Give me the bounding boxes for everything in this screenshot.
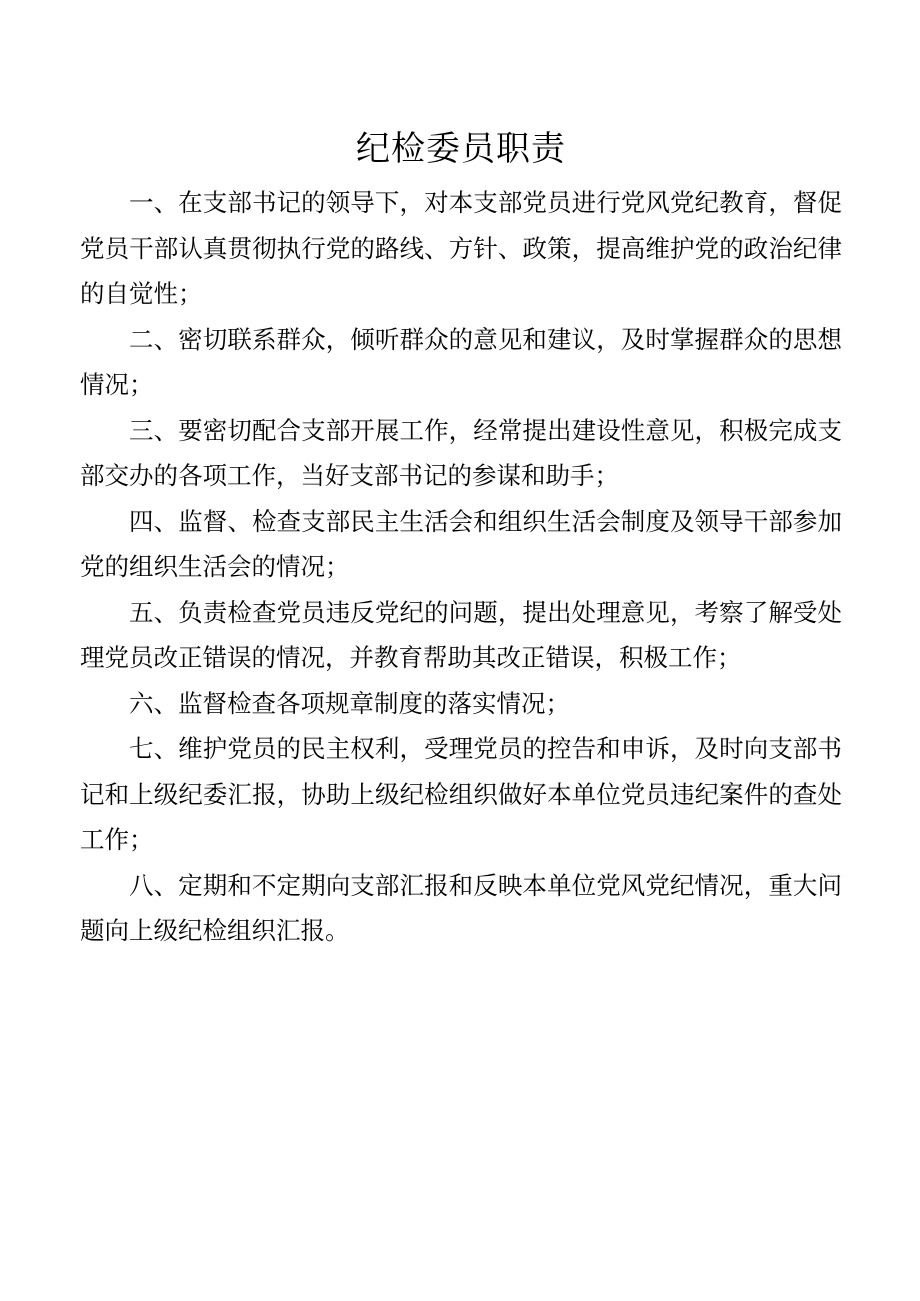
document-body [80,180,842,954]
document-title: 纪检委员职责 [356,129,566,169]
clause-6: 六、监督检查各项规章制度的落实情况； [129,688,570,718]
clause-8: 八、定期和不定期向支部汇报和反映本单位党风党纪情况，重大问题向上级纪检组织汇报。 [80,870,842,945]
clause-5: 五、负责检查党员违反党纪的问题，提出处理意见，考察了解受处理党员改正错误的情况，并教育帮助其改正错误，积极工作； [80,597,842,672]
clause-2: 二、密切联系群众，倾听群众的意见和建议，及时掌握群众的思想情况； [80,324,842,399]
clause-4: 四、监督、检查支部民主生活会和组织生活会制度及领导干部参加党的组织生活会的情况； [80,506,842,581]
clause-7: 七、维护党员的民主权利，受理党员的控告和申诉，及时向支部书记和上级纪委汇报，协助上级纪检组织做好本单位党员违纪案件的查处工作； [80,734,842,854]
clause-1: 一、在支部书记的领导下，对本支部党员进行党风党纪教育，督促党员干部认真贯彻执行党的路线、方针、政策，提高维护党的政治纪律的自觉性； [80,188,842,308]
document-page [80,124,842,954]
clause-3: 三、要密切配合支部开展工作，经常提出建设性意见，积极完成支部交办的各项工作，当好支部书记的参谋和助手； [80,415,842,490]
